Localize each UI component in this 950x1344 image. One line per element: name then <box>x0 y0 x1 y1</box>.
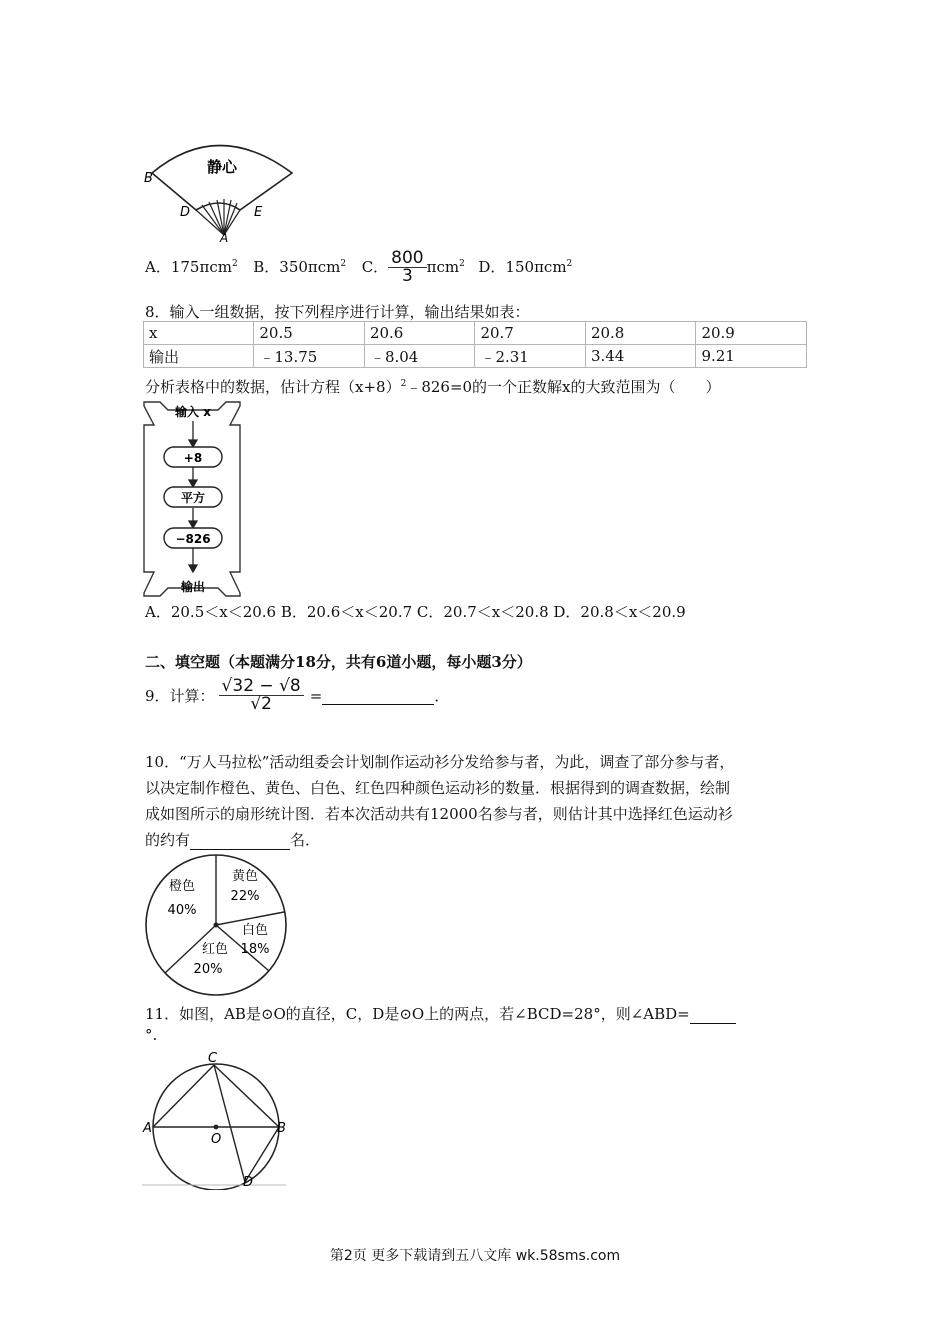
table-cell: 20.9 <box>696 322 807 345</box>
fan-label-e: E <box>254 205 263 220</box>
pie-chart <box>142 852 290 998</box>
circle-figure <box>141 1050 291 1190</box>
section-heading: 二、填空题（本题满分18分，共有6道小题，每小题3分） <box>145 653 532 671</box>
q10-line-4: 的约有 名． <box>145 831 321 849</box>
q10-answer-blank[interactable] <box>190 832 290 850</box>
q8-analysis: 分析表格中的数据，估计方程$(x+8)^2﹣826=0$的一个正数解x的大致范围为（ ） <box>145 378 721 396</box>
fan-figure <box>140 128 300 243</box>
circle-label-d: D <box>243 1175 254 1190</box>
table-cell: 3.44 <box>585 345 696 368</box>
circle-label-a: A <box>143 1121 152 1136</box>
table-cell: ﹣8.04 <box>364 345 475 368</box>
table-cell: ﹣13.75 <box>254 345 365 368</box>
table-row <box>144 345 807 368</box>
q9-line: 9．计算： $\frac{√32 - √8}{√2}$ = ． <box>145 676 450 714</box>
q10-line-1: 10．“万人马拉松”活动组委会计划制作运动衫分发给参与者，为此，调查了部分参与者， <box>145 753 735 771</box>
q10-line-2: 以决定制作橙色、黄色、白色、红色四种颜色运动衫的数量．根据得到的调查数据，绘制 <box>145 779 731 797</box>
pie-label-orange: 橙色 <box>168 879 196 894</box>
pie-label-white: 白色 <box>241 923 269 938</box>
fan-label-a: A <box>220 231 229 243</box>
q11-line-1: 11．如图，AB是⊙O的直径，C，D是⊙O上的两点，若∠BCD=28°，则∠ABD= <box>145 1003 736 1024</box>
pie-label-yellow: 黄色 <box>231 869 259 884</box>
flowchart-output: 输出 <box>180 580 206 594</box>
q10-line-3: 成如图所示的扇形统计图．若本次活动共有12000名参与者，则估计其中选择红色运动衫 <box>145 805 733 823</box>
fan-label-b: B <box>144 171 153 186</box>
pie-pct-yellow: 22% <box>230 889 260 904</box>
q7-options <box>145 250 572 285</box>
table-cell: 20.5 <box>254 322 365 345</box>
q7-option-d: D．150πcm$^2$ <box>478 257 573 276</box>
table-row <box>144 322 807 345</box>
q7-option-c: C． $\frac{800}{3}$ πcm$^2$ <box>361 248 465 286</box>
flowchart-step-subtract: −826 <box>175 532 211 546</box>
q7-option-b: B．350πcm$^2$ <box>253 257 347 276</box>
table-cell: 20.6 <box>364 322 475 345</box>
q7-fraction: $\frac{800}{3}$ <box>388 250 426 285</box>
flowchart-step-add: +8 <box>183 451 203 465</box>
flowchart <box>142 400 244 598</box>
table-cell: 9.21 <box>696 345 807 368</box>
q9-fraction: $\frac{√32 - √8}{√2}$ <box>219 678 304 713</box>
flowchart-input: 输入 x <box>175 405 211 419</box>
table-cell: 20.7 <box>475 322 586 345</box>
circle-label-o: O <box>211 1132 222 1147</box>
page-footer: 第2页 更多下载请到五八文库 wk.58sms.com <box>329 1248 621 1264</box>
table-cell: x <box>144 322 254 345</box>
pie-label-red: 红色 <box>201 942 229 957</box>
q8-table <box>143 321 807 368</box>
pie-pct-orange: 40% <box>167 903 197 918</box>
q11-line-2: °. <box>145 1026 158 1044</box>
table-cell: ﹣2.31 <box>475 345 586 368</box>
table-cell: 输出 <box>144 345 254 368</box>
fan-title: 静心 <box>206 158 238 176</box>
flowchart-step-square: 平方 <box>180 491 206 505</box>
pie-pct-white: 18% <box>240 942 270 957</box>
q7-option-a: A．175πcm$^2$ <box>145 257 238 276</box>
fan-label-d: D <box>180 205 191 220</box>
q8-options: A．20.5＜x＜20.6 B．20.6＜x＜20.7 C．20.7＜x＜20.8 D．20.8＜x＜20.9 <box>145 603 686 621</box>
q9-answer-blank[interactable] <box>322 686 434 705</box>
pie-pct-red: 20% <box>193 962 223 977</box>
table-cell: 20.8 <box>585 322 696 345</box>
q11-answer-blank[interactable] <box>690 1006 736 1024</box>
circle-label-b: B <box>277 1121 286 1136</box>
q8-stem: 8．输入一组数据，按下列程序进行计算，输出结果如表： <box>145 303 530 321</box>
circle-label-c: C <box>208 1051 218 1066</box>
